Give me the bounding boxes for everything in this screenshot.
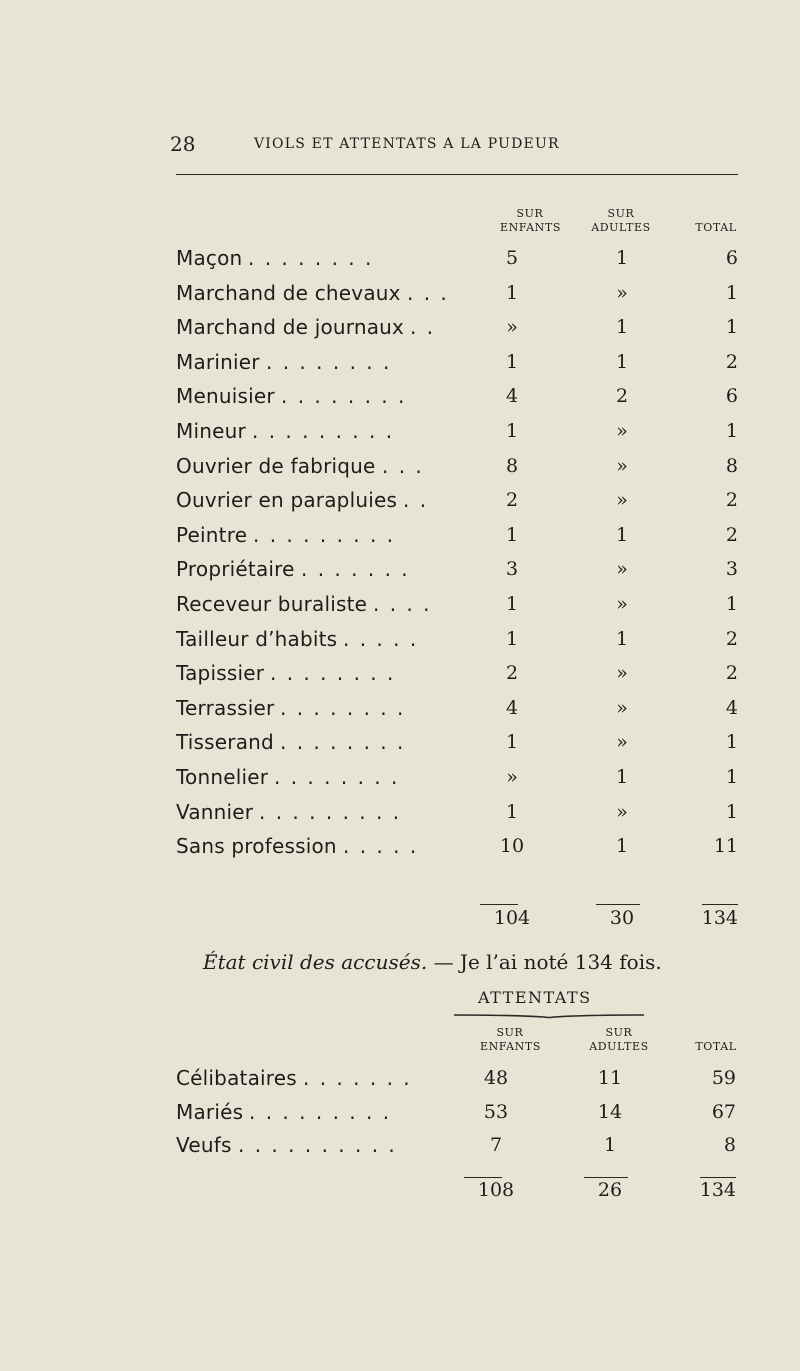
- table1-cell-adultes: »: [616, 731, 628, 754]
- table2-cell-total: 67: [711, 1100, 736, 1123]
- table1-row-leader-dots: . .: [403, 488, 429, 513]
- table1-cell-enfants: 10: [499, 835, 525, 858]
- table1-row-leader-dots: . . . . . . . .: [266, 349, 392, 374]
- table2-cell-enfants: 7: [489, 1134, 503, 1156]
- table2-row: [176, 1100, 746, 1134]
- table1-cell-enfants: 1: [505, 800, 519, 823]
- table1-row: [176, 281, 746, 315]
- table2-total-enfants: 108: [477, 1179, 515, 1201]
- table1-row-leader-dots: . . . . . . . .: [248, 246, 374, 270]
- table1-row-label: Maçon: [176, 246, 243, 270]
- table1-col-adultes: SUR ADULTES: [591, 207, 651, 234]
- table1-cell-total: 3: [725, 558, 738, 581]
- table1-row: [176, 800, 746, 834]
- table1-cell-enfants: 1: [505, 627, 519, 650]
- table1-cell-total: 4: [725, 696, 738, 719]
- table2-total-adultes: 26: [597, 1179, 623, 1201]
- table1-cell-adultes: 1: [615, 523, 629, 546]
- table1-cell-adultes: »: [616, 489, 628, 512]
- table1-cell-adultes: »: [616, 558, 628, 581]
- etat-civil-text: — Je l’ai noté 134 fois.: [433, 950, 662, 974]
- table1-cell-adultes: »: [616, 281, 628, 304]
- table1-cell-total: 8: [725, 454, 738, 477]
- table1-row: [176, 454, 746, 488]
- table1-cell-enfants: 1: [505, 350, 519, 373]
- table1-row-leader-dots: . . .: [407, 280, 449, 305]
- table1-cell-adultes: 1: [615, 247, 629, 269]
- table1-row-leader-dots: . . . . . . . . .: [252, 419, 395, 443]
- table1-cell-adultes: 1: [615, 835, 629, 858]
- table1-row-label: Tonnelier: [176, 765, 269, 789]
- table1-cell-enfants: 4: [505, 385, 519, 408]
- table1-cell-adultes: »: [616, 662, 628, 685]
- table1-cell-total: 6: [725, 247, 738, 269]
- etat-civil-title: État civil des accusés.: [203, 950, 428, 974]
- table1-row-leader-dots: . . . . . . . .: [280, 730, 406, 755]
- table1-row: [176, 661, 746, 695]
- table1-row-label: Propriétaire: [176, 557, 295, 582]
- table1-cell-enfants: 3: [505, 558, 519, 581]
- table1-row-leader-dots: . . . . . . .: [301, 557, 410, 582]
- table1-row-label: Mineur: [176, 419, 246, 443]
- table1-row: [176, 834, 746, 868]
- table1-cell-total: 1: [725, 731, 738, 754]
- table1-cell-adultes: 1: [615, 316, 629, 339]
- table1-cell-total: 1: [725, 766, 738, 788]
- table1-cell-adultes: »: [616, 420, 628, 442]
- table1-cell-total: 1: [725, 281, 738, 304]
- table1-cell-total: 1: [725, 420, 738, 442]
- table2-row-label: Veufs: [176, 1133, 232, 1157]
- table1-row-leader-dots: . . . . .: [343, 626, 419, 651]
- table1-total-enfants: 104: [493, 907, 531, 929]
- table2-cell-total: 8: [723, 1134, 736, 1156]
- attentats-brace: [454, 1013, 644, 1019]
- table1-cell-enfants: 8: [505, 454, 519, 477]
- table2-row-leader-dots: . . . . . . . . . .: [238, 1133, 397, 1157]
- table1-row-label: Marinier: [176, 349, 260, 374]
- table1-row-leader-dots: . . . . . . . . .: [259, 799, 402, 824]
- table1-sum-rule: [480, 904, 518, 905]
- table1-row: [176, 765, 746, 799]
- table1-cell-adultes: »: [616, 800, 628, 823]
- table1-cell-enfants: 2: [505, 489, 519, 512]
- table2-row-label: Célibataires: [176, 1066, 297, 1090]
- table1-row-leader-dots: . .: [410, 315, 436, 340]
- table1-col-enfants: SUR ENFANTS: [500, 207, 561, 234]
- table2-row: [176, 1066, 746, 1100]
- table1-cell-total: 2: [725, 489, 738, 512]
- table1-row: [176, 523, 746, 557]
- table1-cell-enfants: 1: [505, 420, 519, 442]
- table1-cell-total: 6: [725, 385, 738, 408]
- table1-cell-total: 2: [725, 523, 738, 546]
- table1-cell-adultes: 1: [615, 350, 629, 373]
- table1-total-total: 134: [701, 907, 738, 929]
- table1-cell-total: 1: [725, 593, 738, 615]
- table2-row-label: Mariés: [176, 1099, 244, 1124]
- table1-cell-adultes: »: [616, 696, 628, 719]
- table2-cell-adultes: 14: [597, 1100, 623, 1123]
- table1-row: [176, 384, 746, 418]
- table1-sum-rule: [702, 904, 738, 905]
- table1-cell-enfants: 1: [505, 523, 519, 546]
- table1-cell-adultes: »: [616, 593, 628, 615]
- table2-col-enfants: SUR ENFANTS: [480, 1026, 541, 1053]
- attentats-header: ATTENTATS: [478, 988, 592, 1007]
- table2-total-total: 134: [699, 1179, 736, 1201]
- table1-cell-enfants: 2: [505, 662, 519, 685]
- table1-row-leader-dots: . . . . . . . .: [280, 695, 406, 720]
- table1-row: [176, 627, 746, 661]
- table1-cell-total: 2: [725, 627, 738, 650]
- table1-row-leader-dots: . . . . . . . .: [281, 384, 407, 409]
- table1-row-label: Marchand de journaux: [176, 315, 405, 340]
- table1-row: [176, 419, 746, 453]
- table1-row-leader-dots: . . . . . . . .: [270, 661, 396, 686]
- table2-col-adultes: SUR ADULTES: [589, 1026, 649, 1053]
- table1-row-label: Menuisier: [176, 384, 275, 409]
- table1-cell-total: 2: [725, 662, 738, 685]
- table2-row: [176, 1133, 746, 1167]
- table1-cell-adultes: 1: [615, 627, 629, 650]
- table1-row-label: Receveur buraliste: [176, 592, 368, 616]
- table1-row: [176, 246, 746, 280]
- table1-cell-total: 2: [725, 350, 738, 373]
- etat-civil-paragraph: [203, 950, 662, 974]
- table1-cell-adultes: 1: [615, 766, 629, 788]
- header-rule: [176, 174, 738, 175]
- table1-row-label: Tailleur d’habits: [176, 626, 338, 651]
- table1-cell-enfants: 1: [505, 593, 519, 615]
- table1-row: [176, 350, 746, 384]
- table1-row: [176, 488, 746, 522]
- table2-cell-total: 59: [711, 1067, 736, 1089]
- table1-row-label: Ouvrier en parapluies: [176, 488, 398, 513]
- table1-cell-total: 11: [713, 835, 738, 858]
- table1-row: [176, 730, 746, 764]
- table1-row: [176, 592, 746, 626]
- table1-cell-total: 1: [725, 316, 738, 339]
- table1-row-leader-dots: . . . . . . . . .: [253, 522, 396, 547]
- table1-row-leader-dots: . . . .: [373, 592, 432, 616]
- table1-total-adultes: 30: [609, 907, 635, 929]
- table1-cell-enfants: 4: [505, 696, 519, 719]
- table1-cell-total: 1: [725, 800, 738, 823]
- table2-row-leader-dots: . . . . . . . . .: [249, 1099, 392, 1124]
- table1-row-leader-dots: . . .: [382, 453, 424, 478]
- table1-cell-adultes: »: [616, 454, 628, 477]
- table1-row-label: Terrassier: [176, 695, 275, 720]
- table2-row-leader-dots: . . . . . . .: [303, 1066, 412, 1090]
- table1-row: [176, 315, 746, 349]
- table1-cell-adultes: 2: [615, 385, 629, 408]
- table1-col-total: TOTAL: [695, 221, 737, 234]
- table1-row-label: Vannier: [176, 799, 254, 824]
- table1-row-leader-dots: . . . . . . . .: [274, 765, 400, 789]
- table1-row-label: Ouvrier de fabrique: [176, 453, 376, 478]
- table1-row: [176, 557, 746, 591]
- table2-totals-row: [176, 1178, 746, 1212]
- table1-cell-enfants: »: [506, 316, 518, 339]
- table2-cell-enfants: 48: [483, 1067, 509, 1089]
- page-number: 28: [170, 132, 196, 156]
- table1-cell-enfants: 1: [505, 731, 519, 754]
- table1-row-label: Tapissier: [176, 661, 265, 686]
- table2-cell-adultes: 11: [597, 1067, 623, 1089]
- table2-cell-adultes: 1: [603, 1134, 617, 1156]
- page-header: [170, 132, 738, 162]
- table1-row-label: Peintre: [176, 522, 248, 547]
- running-title: VIOLS ET ATTENTATS A LA PUDEUR: [254, 136, 560, 152]
- table1-totals-row: [176, 906, 746, 940]
- table1-sum-rule: [596, 904, 640, 905]
- table2-cell-enfants: 53: [483, 1100, 509, 1123]
- table1-row-label: Tisserand: [176, 730, 274, 755]
- table1-row-label: Marchand de chevaux: [176, 280, 401, 305]
- table1-row-label: Sans profession: [176, 834, 337, 859]
- table1-cell-enfants: »: [506, 766, 518, 788]
- table1-cell-enfants: 1: [505, 281, 519, 304]
- table2-col-total: TOTAL: [695, 1040, 737, 1053]
- table1-row: [176, 696, 746, 730]
- table1-row-leader-dots: . . . . .: [343, 834, 419, 859]
- table1-cell-enfants: 5: [505, 247, 519, 269]
